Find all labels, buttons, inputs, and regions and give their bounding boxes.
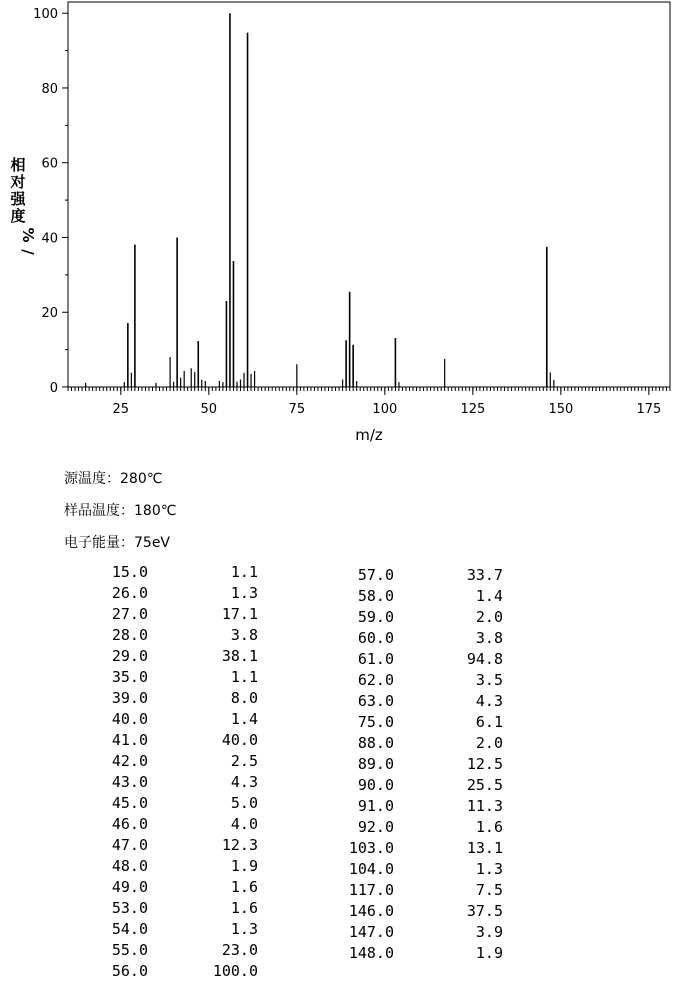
mz-value: 148.0 [348, 944, 394, 962]
table-row [0, 943, 680, 964]
y-axis-title-char: % [19, 227, 37, 243]
mz-value: 103.0 [348, 839, 394, 857]
intensity-value: 2.5 [230, 752, 258, 770]
table-row [0, 859, 680, 880]
intensity-value: 23.0 [221, 941, 258, 959]
mz-value: 61.0 [357, 650, 394, 668]
mz-value: 49.0 [111, 878, 148, 896]
x-axis-title: m/z [355, 426, 383, 444]
intensity-value: 1.1 [230, 668, 258, 686]
sample-temperature: 样品温度：180℃ [64, 503, 177, 519]
mz-value: 58.0 [357, 587, 394, 605]
mz-value: 26.0 [111, 584, 148, 602]
y-tick-label: 60 [41, 156, 58, 172]
y-axis-title-char: 强 [10, 190, 26, 208]
x-tick-label: 150 [548, 402, 574, 417]
intensity-value: 1.3 [230, 920, 258, 938]
intensity-value: 17.1 [221, 605, 258, 623]
mz-value: 147.0 [348, 923, 394, 941]
mz-value: 41.0 [111, 731, 148, 749]
mz-value: 43.0 [111, 773, 148, 791]
x-tick-label: 75 [288, 402, 306, 417]
table-row [0, 922, 680, 943]
mz-value: 90.0 [357, 776, 394, 794]
table-row [0, 649, 680, 670]
x-axis-ticks [113, 387, 662, 417]
mz-value: 88.0 [357, 734, 394, 752]
intensity-value: 1.3 [230, 584, 258, 602]
x-tick-label: 100 [372, 402, 398, 417]
intensity-value: 7.5 [475, 881, 503, 899]
mz-value: 28.0 [111, 626, 148, 644]
mz-value: 62.0 [357, 671, 394, 689]
y-tick-label: 100 [33, 7, 58, 23]
mz-value: 48.0 [111, 857, 148, 875]
intensity-value: 100.0 [212, 962, 258, 980]
intensity-value: 2.0 [475, 608, 503, 626]
mz-value: 47.0 [111, 836, 148, 854]
table-row [0, 754, 680, 775]
x-tick-label: 50 [200, 402, 218, 417]
mz-value: 75.0 [357, 713, 394, 731]
intensity-value: 13.1 [466, 839, 503, 857]
mz-value: 42.0 [111, 752, 148, 770]
y-axis-title [9, 156, 37, 255]
mz-value: 56.0 [111, 962, 148, 980]
intensity-value: 11.3 [466, 797, 503, 815]
mz-value: 15.0 [111, 563, 148, 581]
intensity-value: 1.9 [475, 944, 503, 962]
mz-value: 53.0 [111, 899, 148, 917]
table-row [0, 733, 680, 754]
intensity-value: 3.8 [230, 626, 258, 644]
intensity-value: 6.1 [475, 713, 503, 731]
intensity-value: 4.3 [230, 773, 258, 791]
mz-value: 40.0 [111, 710, 148, 728]
intensity-value: 3.8 [475, 629, 503, 647]
y-tick-label: 0 [49, 381, 58, 396]
intensity-value: 1.3 [475, 860, 503, 878]
y-tick-label: 40 [41, 231, 58, 247]
intensity-value: 1.6 [230, 899, 258, 917]
y-axis-title-char: 相 [10, 156, 26, 174]
x-tick-label: 125 [460, 402, 486, 417]
intensity-value: 33.7 [466, 566, 503, 584]
source-temperature: 源温度：280℃ [64, 471, 163, 487]
y-tick-label: 80 [41, 81, 58, 97]
intensity-value: 4.0 [230, 815, 258, 833]
table-row [0, 712, 680, 733]
x-tick-label: 175 [636, 402, 662, 417]
table-row [0, 691, 680, 712]
mz-value: 91.0 [357, 797, 394, 815]
table-row [0, 670, 680, 691]
intensity-value: 12.5 [466, 755, 503, 773]
intensity-value: 37.5 [466, 902, 503, 920]
intensity-value: 1.6 [230, 878, 258, 896]
intensity-value: 3.5 [475, 671, 503, 689]
intensity-value: 5.0 [230, 794, 258, 812]
table-row [0, 775, 680, 796]
y-axis-title-char: 度 [10, 207, 26, 225]
intensity-value: 1.6 [475, 818, 503, 836]
mz-value: 60.0 [357, 629, 394, 647]
mz-value: 92.0 [357, 818, 394, 836]
intensity-value: 4.3 [475, 692, 503, 710]
table-row [0, 880, 680, 901]
mz-value: 146.0 [348, 902, 394, 920]
table-row [0, 901, 680, 922]
mz-value: 39.0 [111, 689, 148, 707]
intensity-value: 1.4 [230, 710, 258, 728]
mz-value: 45.0 [111, 794, 148, 812]
intensity-value: 1.1 [230, 563, 258, 581]
mz-value: 35.0 [111, 668, 148, 686]
mz-value: 117.0 [348, 881, 394, 899]
intensity-value: 38.1 [221, 647, 258, 665]
mz-value: 29.0 [111, 647, 148, 665]
intensity-value: 8.0 [230, 689, 258, 707]
mz-value: 54.0 [111, 920, 148, 938]
table-row [0, 838, 680, 859]
intensity-value: 1.9 [230, 857, 258, 875]
intensity-value: 94.8 [466, 650, 503, 668]
mz-value: 59.0 [357, 608, 394, 626]
intensity-value: 2.0 [475, 734, 503, 752]
mz-value: 55.0 [111, 941, 148, 959]
table-row [0, 586, 680, 607]
intensity-value: 12.3 [221, 836, 258, 854]
intensity-value: 25.5 [466, 776, 503, 794]
table-row [0, 961, 680, 982]
table-row [0, 796, 680, 817]
intensity-value: 1.4 [475, 587, 503, 605]
mz-value: 46.0 [111, 815, 148, 833]
electron-energy: 电子能量：75eV [64, 535, 171, 551]
mz-value: 104.0 [348, 860, 394, 878]
mz-value: 89.0 [357, 755, 394, 773]
intensity-value: 40.0 [221, 731, 258, 749]
x-minor-ticks [68, 387, 670, 391]
mz-value: 57.0 [357, 566, 394, 584]
plot-frame [68, 2, 670, 387]
mz-value: 27.0 [111, 605, 148, 623]
table-row [0, 628, 680, 649]
x-tick-label: 25 [112, 402, 130, 417]
table-row [0, 607, 680, 628]
intensity-value: 3.9 [475, 923, 503, 941]
y-axis-title-char: / [19, 249, 37, 255]
y-axis-title-char: 对 [10, 173, 26, 191]
mass-spectrum-chart [0, 0, 680, 450]
y-tick-label: 20 [41, 306, 58, 322]
table-row [0, 817, 680, 838]
table-row [0, 565, 680, 586]
mz-value: 63.0 [357, 692, 394, 710]
y-axis-ticks [33, 7, 68, 396]
spectrum-peaks [86, 13, 554, 387]
